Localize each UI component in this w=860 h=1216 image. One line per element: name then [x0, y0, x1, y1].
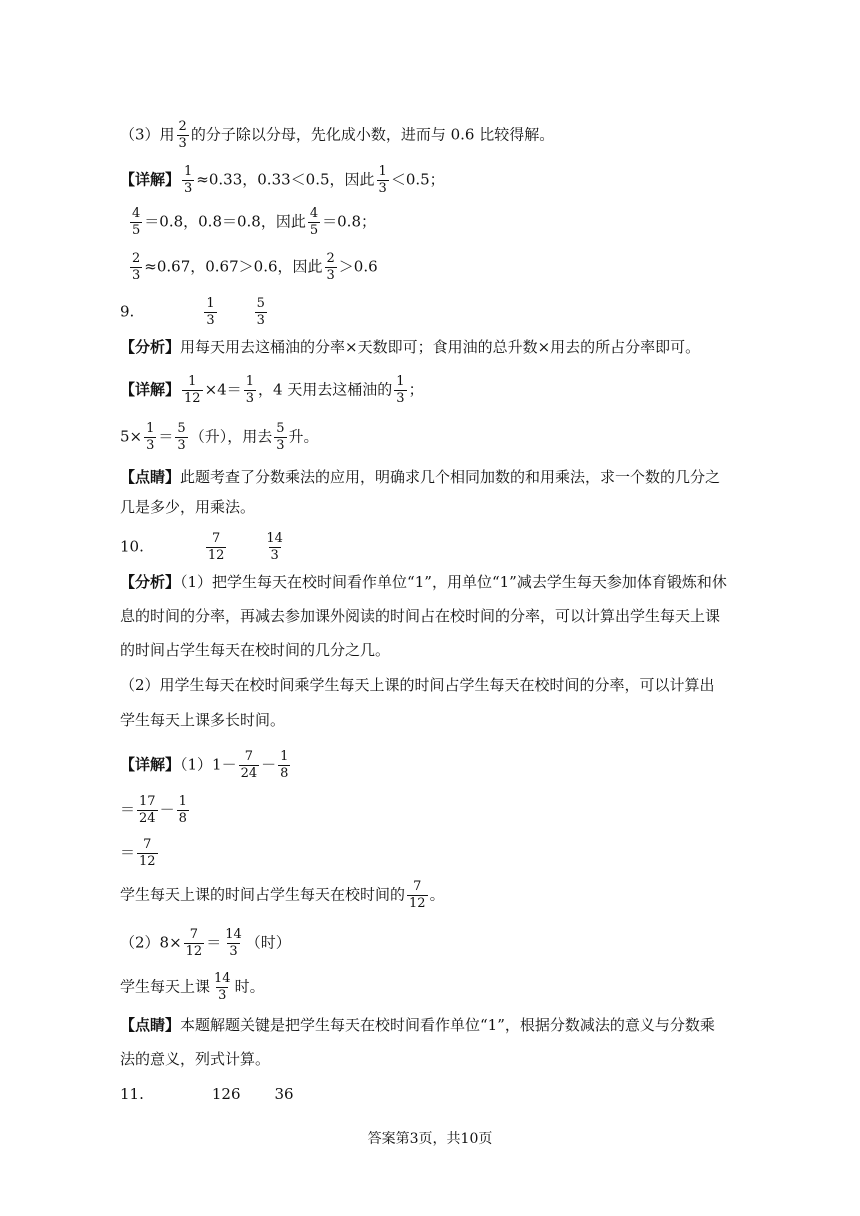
text: ＝0.8，0.8＝0.8，因此 — [144, 212, 306, 231]
fraction — [177, 795, 189, 826]
detail-tag: 【详解】 — [120, 380, 181, 399]
numerator: 17 — [139, 794, 156, 809]
numerator: 2 — [326, 251, 335, 266]
numerator: 7 — [143, 837, 152, 852]
answer-2: 36 — [274, 1085, 294, 1103]
fraction — [325, 252, 337, 283]
fraction — [182, 165, 194, 196]
fraction — [144, 422, 156, 453]
detail-tag: 【详解】 — [120, 755, 181, 774]
numerator: 4 — [309, 206, 319, 221]
q10-analysis-line4 — [120, 675, 715, 695]
q10-answer-line — [120, 532, 287, 563]
text: － — [261, 755, 277, 774]
text: （升），用去 — [189, 427, 273, 446]
text: 此题考查了分数乘法的应用，明确求几个相同加数的和用乘法，求一个数的几分之 — [180, 468, 721, 486]
fraction — [177, 120, 189, 151]
question-number: 11. — [120, 1085, 144, 1103]
q10-comment-line1 — [120, 1015, 715, 1035]
q10-detail-step4 — [120, 880, 445, 911]
q10-detail-step6 — [120, 972, 265, 1003]
numerator: 1 — [178, 794, 187, 809]
denominator: 3 — [132, 268, 141, 283]
answer-2 — [255, 297, 267, 328]
fraction — [407, 880, 428, 911]
text: （3）用 — [120, 125, 175, 144]
text: （2）8× — [120, 933, 182, 952]
numerator: 5 — [256, 296, 265, 311]
q8-detail-line1 — [120, 165, 445, 196]
text: ×4＝ — [204, 380, 242, 399]
denominator: 5 — [309, 223, 319, 238]
text: 的时间占学生每天在校时间的几分之几。 — [120, 641, 391, 659]
q10-detail-step3 — [120, 838, 160, 869]
fraction — [182, 375, 203, 406]
text: 升。 — [288, 427, 319, 446]
fraction — [130, 252, 142, 283]
numerator: 14 — [214, 971, 231, 986]
comment-tag: 【点睛】 — [120, 468, 181, 486]
answer-1 — [204, 297, 216, 328]
denominator: 12 — [185, 944, 203, 959]
numerator: 1 — [245, 374, 254, 389]
denominator: 3 — [276, 438, 285, 453]
question-number: 9. — [120, 302, 135, 321]
numerator: 2 — [178, 119, 187, 134]
numerator: 1 — [280, 749, 289, 764]
detail-tag: 【详解】 — [120, 170, 181, 189]
page-footer — [0, 1128, 860, 1148]
q10-analysis-line5 — [120, 710, 285, 730]
numerator: 7 — [211, 531, 221, 546]
text: ≈0.33，0.33＜0.5，因此 — [196, 170, 375, 189]
numerator: 1 — [378, 164, 387, 179]
denominator: 8 — [178, 811, 187, 826]
page-number-label: 答案第3页，共10页 — [367, 1131, 493, 1147]
q9-comment-line1 — [120, 467, 720, 487]
denominator: 12 — [184, 391, 201, 406]
q10-comment-line2 — [120, 1049, 270, 1069]
text: 学生每天上课的时间占学生每天在校时间的 — [120, 885, 406, 904]
fraction — [278, 750, 290, 781]
denominator: 3 — [326, 268, 335, 283]
denominator: 8 — [280, 766, 289, 781]
numerator: 2 — [132, 251, 141, 266]
text: ＝ — [120, 843, 136, 862]
text: 学生每天上课多长时间。 — [120, 711, 286, 729]
text: ＝ — [206, 933, 222, 952]
q8-detail-line3 — [128, 252, 378, 283]
q10-detail-step5 — [120, 928, 291, 959]
denominator: 3 — [396, 391, 405, 406]
numerator: 7 — [413, 879, 422, 894]
fraction — [308, 207, 320, 238]
q10-detail-step1 — [120, 750, 292, 781]
comment-tag: 【点睛】 — [120, 1016, 181, 1034]
q9-detail-line2 — [120, 422, 319, 453]
q9-answer-line — [120, 297, 269, 328]
denominator: 3 — [245, 391, 254, 406]
denominator: 3 — [184, 181, 193, 196]
text: （时） — [245, 933, 291, 952]
denominator: 3 — [178, 136, 187, 151]
answer-2 — [264, 532, 285, 563]
text: ＝ — [120, 800, 136, 819]
denominator: 3 — [256, 313, 265, 328]
q10-analysis-line1 — [120, 572, 727, 592]
fraction — [184, 928, 205, 959]
text: ； — [408, 380, 424, 399]
numerator: 7 — [244, 749, 254, 764]
denominator: 12 — [207, 548, 225, 563]
fraction — [244, 375, 256, 406]
text: ＝ — [158, 427, 174, 446]
analysis-tag: 【分析】 — [120, 573, 181, 591]
numerator: 1 — [184, 164, 193, 179]
text: ，4 天用去这桶油的 — [257, 380, 393, 399]
numerator: 4 — [132, 206, 141, 221]
question-number: 10. — [120, 537, 144, 556]
text: 法的意义，列式计算。 — [120, 1050, 271, 1068]
fraction — [377, 165, 389, 196]
text: 学生每天上课 — [120, 977, 211, 996]
text: 本题解题关键是把学生每天在校时间看作单位“1”，根据分数减法的意义与分数乘 — [180, 1016, 715, 1034]
denominator: 3 — [177, 438, 186, 453]
text: （1）1－ — [180, 755, 237, 774]
q11-answer-line — [120, 1084, 294, 1104]
text: ＞0.6 — [338, 257, 378, 276]
fraction — [137, 838, 158, 869]
text: 用每天用去这桶油的分率×天数即可；食用油的总升数×用去的所占分率即可。 — [180, 338, 701, 356]
q8-detail-line2 — [128, 207, 376, 238]
denominator: 3 — [229, 944, 238, 959]
text: 。 — [429, 885, 445, 904]
denominator: 3 — [218, 988, 227, 1003]
fraction — [137, 795, 158, 826]
fraction — [223, 928, 244, 959]
text: 时。 — [234, 977, 265, 996]
answer-1: 126 — [211, 1085, 241, 1103]
denominator: 3 — [146, 438, 155, 453]
text: ≈0.67，0.67＞0.6，因此 — [144, 257, 323, 276]
text: ＝0.8； — [322, 212, 376, 231]
q10-analysis-line2 — [120, 606, 720, 626]
numerator: 14 — [225, 927, 242, 942]
analysis-tag: 【分析】 — [120, 338, 181, 356]
numerator: 1 — [188, 374, 197, 389]
fraction — [239, 750, 260, 781]
denominator: 24 — [139, 811, 156, 826]
q9-analysis — [120, 337, 700, 357]
text: （1）把学生每天在校时间看作单位“1”，用单位“1”减去学生每天参加体育锻炼和休 — [180, 573, 727, 591]
q10-detail-step2 — [120, 795, 191, 826]
fraction — [130, 207, 142, 238]
denominator: 3 — [206, 313, 215, 328]
fraction — [274, 422, 286, 453]
text: 息的时间的分率，再减去参加课外阅读的时间占在校时间的分率，可以计算出学生每天上课 — [120, 607, 721, 625]
fraction — [175, 422, 187, 453]
denominator: 3 — [270, 548, 279, 563]
text: － — [159, 800, 175, 819]
numerator: 1 — [206, 296, 215, 311]
q9-detail-line1 — [120, 375, 424, 406]
text: （2）用学生每天在校时间乘学生每天上课的时间占学生每天在校时间的分率，可以计算出 — [120, 676, 715, 694]
text: 的分子除以分母，先化成小数，进而与 0.6 比较得解。 — [190, 125, 555, 144]
q8-part3-line — [120, 120, 554, 151]
text: ＜0.5； — [390, 170, 445, 189]
fraction — [212, 972, 233, 1003]
numerator: 14 — [266, 531, 283, 546]
numerator: 1 — [146, 421, 155, 436]
numerator: 5 — [276, 421, 285, 436]
denominator: 24 — [240, 766, 258, 781]
denominator: 12 — [409, 896, 426, 911]
numerator: 7 — [189, 927, 199, 942]
answer-1 — [206, 532, 227, 563]
q10-analysis-line3 — [120, 640, 390, 660]
fraction — [394, 375, 406, 406]
denominator: 5 — [132, 223, 141, 238]
denominator: 3 — [378, 181, 387, 196]
text: 几是多少，用乘法。 — [120, 498, 256, 516]
numerator: 5 — [177, 421, 186, 436]
denominator: 12 — [139, 854, 156, 869]
q9-comment-line2 — [120, 497, 255, 517]
numerator: 1 — [396, 374, 405, 389]
text: 5× — [120, 427, 143, 446]
